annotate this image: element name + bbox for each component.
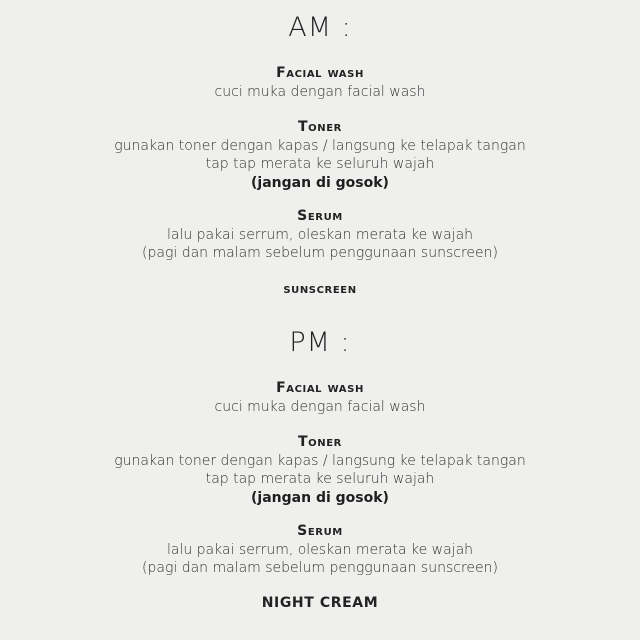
pm-night-cream-step: NIGHT CREAM: [261, 595, 379, 611]
am-toner-text-2: tap tap merata ke seluruh wajah: [205, 156, 435, 172]
am-serum-text-2: (pagi dan malam sebelum penggunaan sunscreen): [142, 245, 498, 261]
am-sunscreen-step: sunscreen: [283, 281, 357, 297]
pm-toner-text-1: gunakan toner dengan kapas / langsung ke telapak tangan: [114, 453, 526, 469]
pm-heading: PM :: [289, 327, 351, 358]
am-serum-text-1: lalu pakai serrum, oleskan merata ke wajah: [166, 227, 474, 243]
am-facial-wash-text: cuci muka dengan facial wash: [214, 84, 426, 100]
am-toner-text-3: (jangan di gosok): [251, 175, 389, 191]
am-toner-text-1: gunakan toner dengan kapas / langsung ke telapak tangan: [114, 138, 526, 154]
pm-facial-wash-title: Facial wash: [276, 380, 364, 396]
pm-facial-wash-text: cuci muka dengan facial wash: [214, 399, 426, 415]
pm-toner-title: Toner: [298, 434, 342, 450]
am-facial-wash-title: Facial wash: [276, 65, 364, 81]
pm-toner-text-2: tap tap merata ke seluruh wajah: [205, 471, 435, 487]
pm-serum-text-2: (pagi dan malam sebelum penggunaan sunscreen): [142, 560, 498, 576]
pm-serum-text-1: lalu pakai serrum, oleskan merata ke wajah: [166, 542, 474, 558]
am-serum-title: Serum: [297, 208, 343, 224]
am-heading: AM :: [288, 12, 352, 43]
am-toner-title: Toner: [298, 119, 342, 135]
pm-toner-text-3: (jangan di gosok): [251, 490, 389, 506]
pm-serum-title: Serum: [297, 523, 343, 539]
